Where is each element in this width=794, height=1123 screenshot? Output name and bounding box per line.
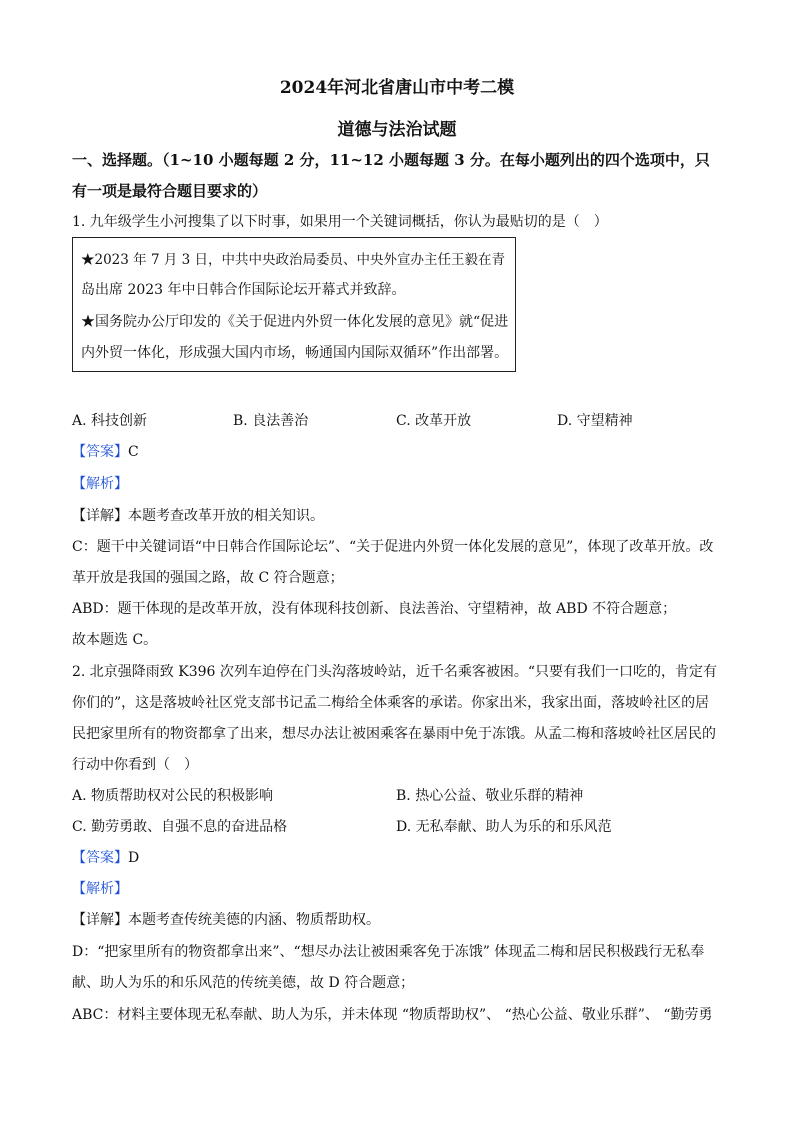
detail-tag: 【详解】 [72,912,128,928]
answer-tag: 【答案】 [72,850,128,866]
q2-option-d: D. 无私奉献、助人为乐的和乐风范 [396,819,612,835]
detail-text: 本题考查传统美德的内涵、物质帮助权。 [128,912,380,928]
q1-analysis [72,474,128,494]
analysis-tag: 【解析】 [72,476,128,492]
q2-answer [72,848,139,868]
q1-analysis-line: C：题干中关键词语“中日韩合作国际论坛”、“关于促进内外贸一体化发展的意见”，体现了改革开放。改 [72,539,714,555]
exam-subtitle: 道德与法治试题 [337,120,457,140]
answer-value: C [128,444,139,460]
q2-stem-line: 行动中你看到（ ） [72,757,198,773]
q2-stem-line: 你们的”，这是落坡岭社区党支部书记孟二梅给全体乘客的承诺。你家出米，我家出面，落坡岭社区的居 [72,695,710,711]
q1-analysis-line: ABD：题干体现的是改革开放，没有体现科技创新、良法善治、守望精神，故 ABD 不符合题意； [72,601,677,617]
q1-option-b: B. 良法善治 [233,413,309,429]
answer-value: D [128,850,140,866]
q1-material-line: 内外贸一体化，形成强大国内市场，畅通国内国际双循环”作出部署。 [81,345,509,361]
q2-stem-line: 民把家里所有的物资都拿了出来，想尽办法让被困乘客在暴雨中免于冻饿。从孟二梅和落坡岭社区居民的 [72,726,716,742]
q2-option-a: A. 物质帮助权对公民的积极影响 [72,788,274,804]
q1-answer [72,442,139,462]
q1-material-line: 岛出席 2023 年中日韩合作国际论坛开幕式并致辞。 [81,282,406,298]
section-heading-line1: 一、选择题。（1~10 小题每题 2 分，11~12 小题每题 3 分。在每小题列出的四个选项中，只 [72,151,710,169]
q1-stem: 1. 九年级学生小河搜集了以下时事，如果用一个关键词概括，你认为最贴切的是（ ） [72,214,608,230]
q1-option-a: A. 科技创新 [72,413,148,429]
q2-option-c: C. 勤劳勇敢、自强不息的奋进品格 [72,819,288,835]
analysis-tag: 【解析】 [72,881,128,897]
q2-stem-line: 2. 北京强降雨致 K396 次列车迫停在门头沟落坡岭站，近千名乘客被困。“只要有我们一口吃的，肯定有 [72,664,718,680]
q1-material-line: ★国务院办公厅印发的《关于促进内外贸一体化发展的意见》就“促进 [81,314,509,330]
section-heading-line2: 有一项是最符合题目要求的） [72,182,268,200]
q2-analysis-line: ABC：材料主要体现无私奉献、助人为乐，并未体现 “物质帮助权”、 “热心公益、敬业乐群”、 “勤劳勇 [72,1007,713,1023]
q1-detail [72,506,324,526]
q1-option-c: C. 改革开放 [396,413,472,429]
detail-tag: 【详解】 [72,508,128,524]
q1-option-d: D. 守望精神 [557,413,633,429]
q1-analysis-line: 革开放是我国的强国之路，故 C 符合题意； [72,570,344,586]
answer-tag: 【答案】 [72,444,128,460]
q2-analysis-line: D：“把家里所有的物资都拿出来”、“想尽办法让被困乘客免于冻饿” 体现孟二梅和居民积极践行无私奉 [72,944,705,960]
q2-option-b: B. 热心公益、敬业乐群的精神 [396,788,584,804]
q1-material-line: ★2023 年 7 月 3 日，中共中央政治局委员、中央外宣办主任王毅在青 [81,252,505,268]
q1-analysis-line: 故本题选 C。 [72,632,158,648]
q2-analysis [72,879,128,899]
q2-detail [72,910,380,930]
detail-text: 本题考查改革开放的相关知识。 [128,508,324,524]
q1-material-box [72,237,516,372]
q2-analysis-line: 献、助人为乐的和乐风范的传统美德，故 D 符合题意； [72,975,415,991]
exam-title: 2024年河北省唐山市中考二模 [279,78,515,98]
